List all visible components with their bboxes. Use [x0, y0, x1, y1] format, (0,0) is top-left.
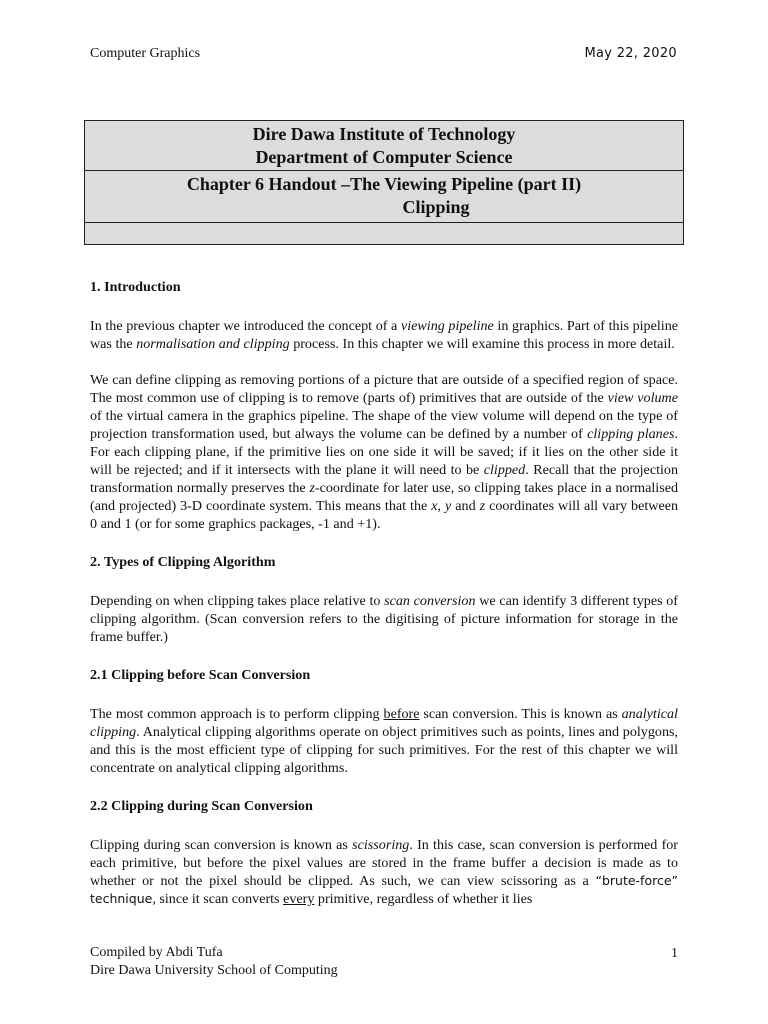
title-box [84, 120, 684, 245]
chapter-title: Chapter 6 Handout –The Viewing Pipeline (part II) [186, 174, 582, 194]
footer-credits [90, 944, 338, 980]
document-body [90, 278, 678, 908]
chapter-block [84, 171, 684, 223]
page-number: 1 [671, 946, 678, 961]
institution-block [84, 120, 684, 171]
section-heading-introduction: 1. Introduction [90, 279, 181, 295]
header-course-title: Computer Graphics [90, 46, 201, 61]
chapter-subtitle: Clipping [402, 197, 470, 217]
section-heading-before-scan: 2.1 Clipping before Scan Conversion [90, 667, 311, 683]
section-heading-during-scan: 2.2 Clipping during Scan Conversion [90, 798, 313, 814]
institution-name: Dire Dawa Institute of Technology [252, 124, 516, 144]
department-name: Department of Computer Science [255, 147, 513, 167]
footer-author: Compiled by Abdi Tufa [90, 945, 223, 960]
paragraph-intro-2: We can define clipping as removing portions of a picture that are outside of a specified region of space. The most common use of clipping is to remove (parts of) primitives that are outside of the view volume of the virtual camera in the graphics pipeline. The shape of the view volume will depend on the type of projection transformation used, but always the volume can be defined by a number of clipping planes. For each clipping plane, if the primitive lies on one side it will be saved; if it lies on the other side it will be rejected; and if it intersects with the plane it will need to be clipped. Recall that the projection transformation normally preserves the z-coordinate for later use, so clipping takes place in a normalised (and projected) 3-D coordinate system. This means that the x, y and z coordinates will all vary between 0 and 1 (or for some graphics packages, -1 and +1). [90, 372, 679, 532]
paragraph-types-1: Depending on when clipping takes place relative to scan conversion we can identify 3 different types of clipping algorithm. (Scan conversion refers to the digitising of picture information for storage in the frame buffer.) [90, 593, 678, 645]
title-box-empty-row [84, 223, 684, 245]
header-date: May 22, 2020 [584, 46, 677, 61]
paragraph-during-scan: Clipping during scan conversion is known as scissoring. In this case, scan conversion is performed for each primitive, but before the pixel values are stored in the frame buffer a decision is made as to whether or not the pixel should be clipped. As such, we can view scissoring as a “brute-force” technique, since it scan converts every primitive, regardless of whether it lies [90, 837, 679, 907]
paragraph-before-scan: The most common approach is to perform clipping before scan conversion. This is known as analytical clipping. Analytical clipping algorithms operate on object primitives such as points, lines and polygons, and this is the most efficient type of clipping for such primitives. For the rest of this chapter we will concentrate on analytical clipping algorithms. [90, 706, 678, 776]
paragraph-intro-1: In the previous chapter we introduced the concept of a viewing pipeline in graphics. Part of this pipeline was the normalisation and clipping process. In this chapter we will examine this process in more detail. [90, 318, 678, 352]
section-heading-types: 2. Types of Clipping Algorithm [90, 554, 276, 570]
footer-institution: Dire Dawa University School of Computing [90, 963, 338, 978]
